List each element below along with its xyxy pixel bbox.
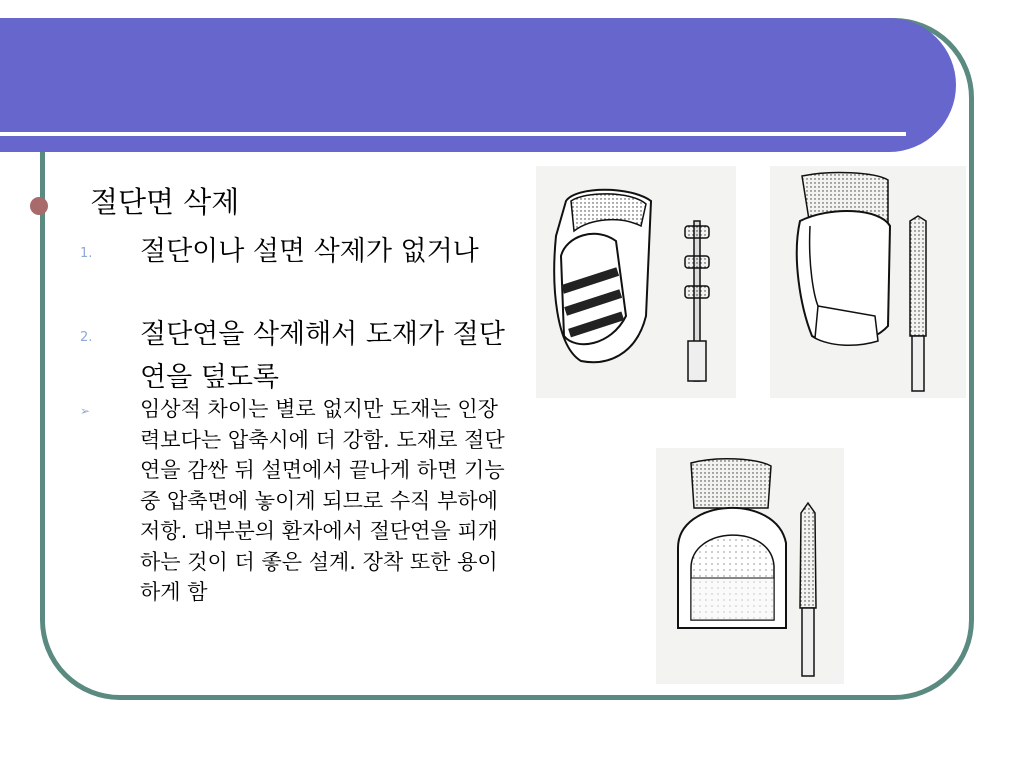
bullet-heading: 절단면 삭제 (90, 185, 240, 219)
tooth-depth-cut-illustration (536, 166, 736, 398)
bullet-dot-icon (30, 197, 48, 215)
item-1-number: 1. (80, 246, 93, 261)
figure-incisal-reduction (770, 166, 966, 398)
item-2-number: 2. (80, 330, 93, 345)
tooth-lingual-illustration (656, 448, 844, 684)
title-band-rule (0, 132, 906, 136)
explanation-paragraph: 임상적 차이는 별로 없지만 도재는 인장력보다는 압축시에 더 강함. 도재로 절단연을 감싼 뒤 설면에서 끝나게 하면 기능중 압축면에 놓이게 되므로 수직 부하에 저항. 대부분의 환자에서 절단연을 피개하는 것이 더 좋은 설계. 장착 또한 용이하게 함 (140, 397, 505, 604)
item-2-text: 절단연을 삭제해서 도재가 절단연을 덮도록 (140, 319, 505, 393)
tooth-incisal-cut-illustration (770, 166, 966, 398)
item-1-text: 절단이나 설면 삭제가 없거나 (140, 236, 479, 267)
arrow-bullet-icon: ➢ (80, 404, 91, 418)
figure-lingual-view (656, 448, 844, 684)
figure-depth-grooves (536, 166, 736, 398)
